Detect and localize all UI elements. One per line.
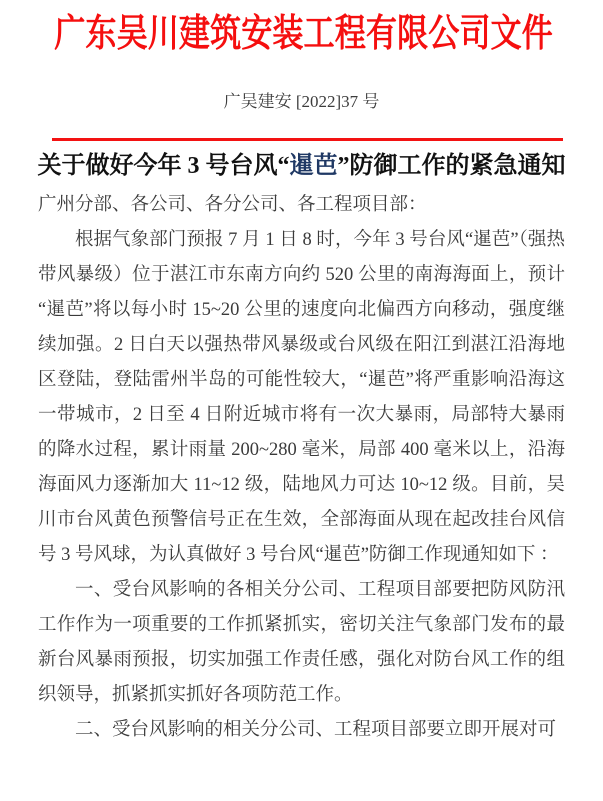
document-number: 广吴建安 [2022]37 号 bbox=[223, 92, 380, 111]
body-paragraph-2: 一、受台风影响的各相关分公司、工程项目部要把防风防汛工作作为一项重要的工作抓紧抓实，密切关注气象部门发布的最新台风暴雨预报，切实加强工作责任感，强化对防台风工作的组织领导，抓紧抓实抓好各项防范工作。 bbox=[38, 580, 565, 705]
salutation: 广州分部、各公司、各分公司、各工程项目部： bbox=[38, 195, 427, 215]
red-divider-line bbox=[52, 138, 563, 141]
document-title-post: ”防御工作的紧急通知 bbox=[337, 153, 566, 179]
body-paragraph-1: 根据气象部门预报 7 月 1 日 8 时，今年 3 号台风“暹芭”（强热带风暴级）位于湛江市东南方向约 520 公里的南海海面上，预计“暹芭”将以每小时 15~20 公里的速度向北偏西方向移动，强度继续加强。2 日白天以强热带风暴级或台风级在阳江到湛江沿海地区登陆，登陆雷州半岛的可能性较大，“暹芭”将严重影响沿海这一带城市，2 日至 4 日附近城市将有一次大暴雨，局部特大暴雨的降水过程，累计雨量 200~280 毫米，局部 400 毫米以上，沿海海面风力逐渐加大 11~12 级，陆地风力可达 10~12 级。目前，吴川市台风黄色预警信号正在生效，全部海面从现在起改挂台风信号 3 号风球，为认真做好 3 号台风“暹芭”防御工作现通知如下 ： bbox=[38, 230, 565, 565]
storm-name-highlight: 暹芭 bbox=[289, 153, 338, 179]
document-title-pre: 关于做好今年 3 号台风“ bbox=[37, 153, 290, 179]
body-paragraph-3: 二、受台风影响的相关分公司、工程项目部要立即开展对可 bbox=[75, 720, 557, 740]
document-title bbox=[32, 148, 572, 185]
company-letterhead-title: 广东吴川建筑安装工程有限公司文件 bbox=[54, 13, 553, 55]
document-body bbox=[38, 188, 565, 748]
